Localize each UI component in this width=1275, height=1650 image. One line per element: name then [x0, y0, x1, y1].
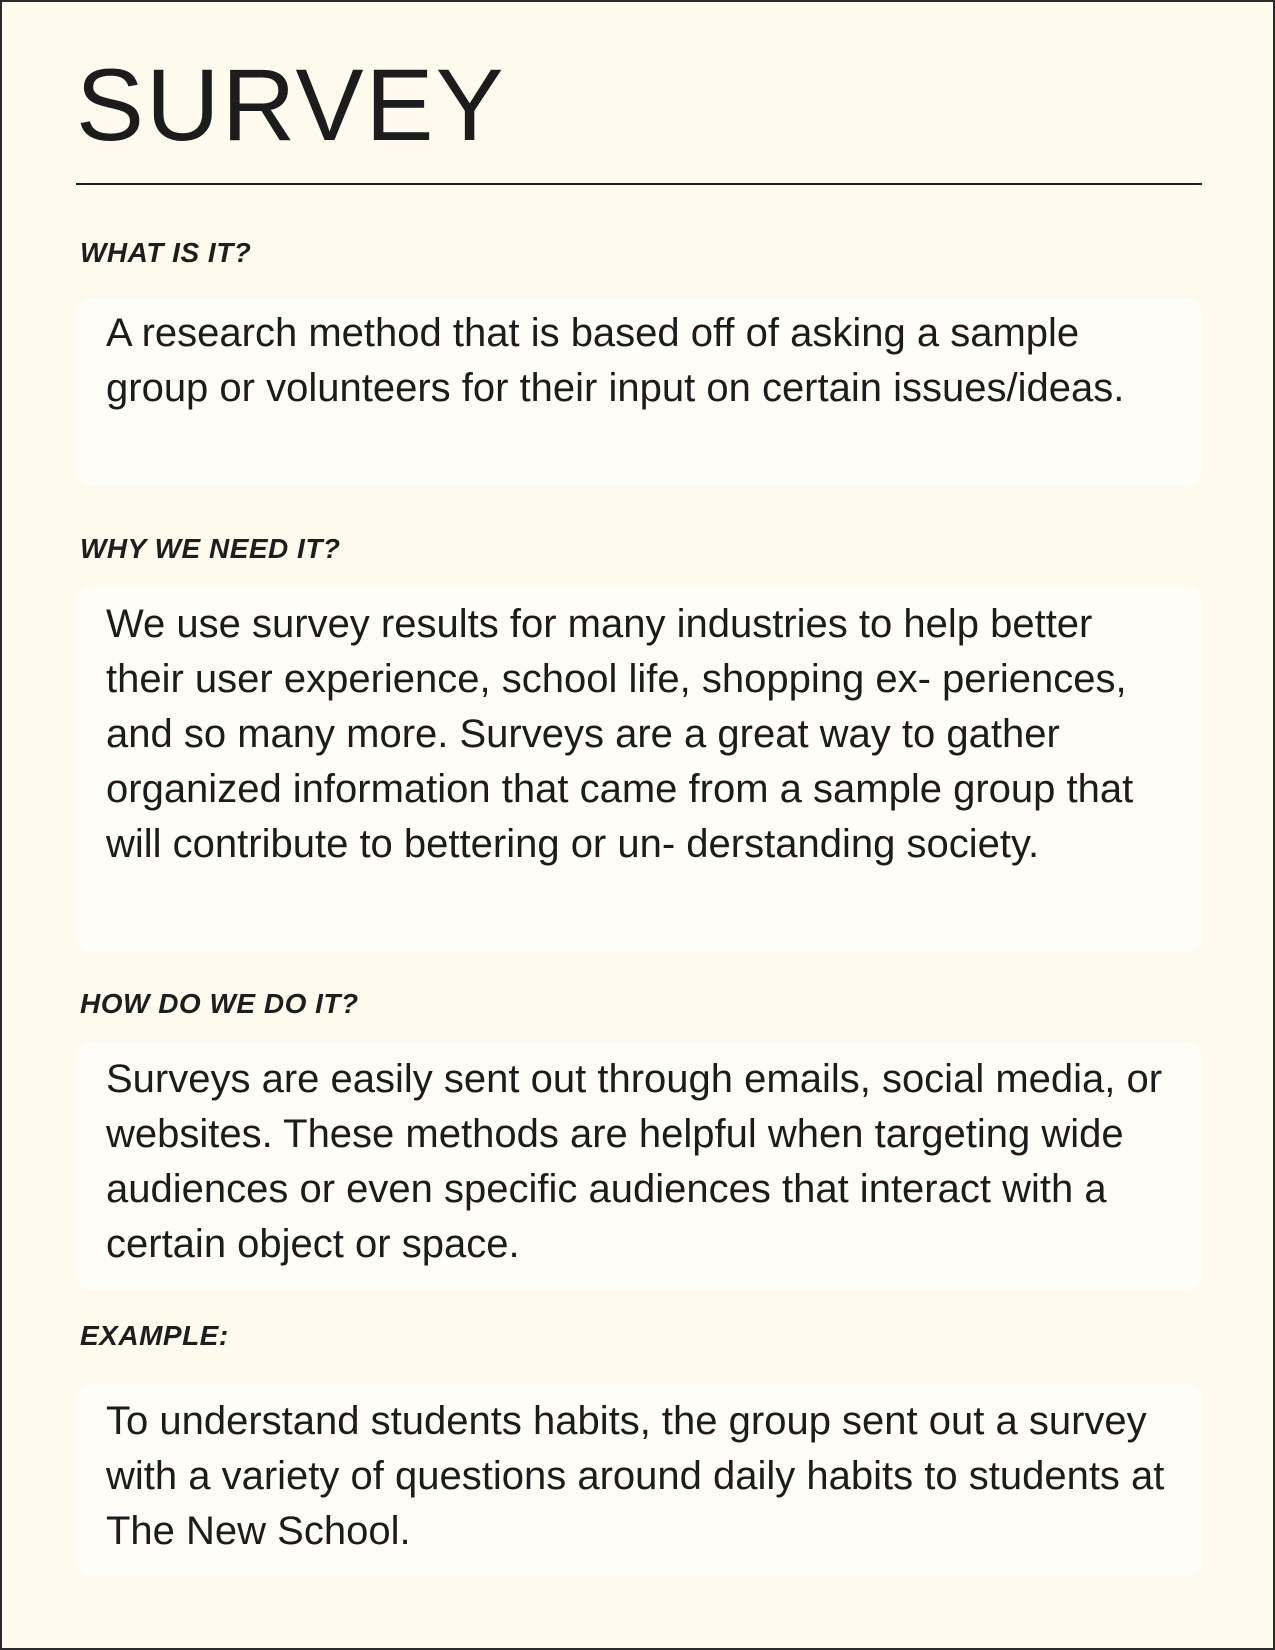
section-card-what [76, 298, 1202, 486]
section-label-why: WHY WE NEED IT? [80, 533, 341, 564]
section-body-how: Surveys are easily sent out through emails, social media, or websites. These methods are helpful when targeting wide audiences or even specific audiences that interact with a certain object or space. [106, 1057, 1163, 1266]
section-label-how: HOW DO WE DO IT? [80, 988, 359, 1019]
title-divider [76, 183, 1202, 185]
section-label-example: EXAMPLE: [80, 1320, 229, 1351]
section-card-why [76, 587, 1202, 952]
page-title: SURVEY [76, 48, 506, 162]
section-body-example: To understand students habits, the group sent out a survey with a variety of questions around daily habits to students at The New School. [106, 1399, 1165, 1553]
section-card-how [76, 1042, 1202, 1290]
section-label-what: WHAT IS IT? [80, 237, 252, 268]
section-body-why: We use survey results for many industries to help better their user experience, school life, shopping ex- periences, and so many more. Surveys are a great way to gather organized information that came from a sample group that will contribute to bettering or un- derstanding society. [106, 602, 1134, 866]
section-body-what: A research method that is based off of asking a sample group or volunteers for their input on certain issues/ideas. [106, 311, 1125, 410]
section-card-example [76, 1384, 1202, 1576]
